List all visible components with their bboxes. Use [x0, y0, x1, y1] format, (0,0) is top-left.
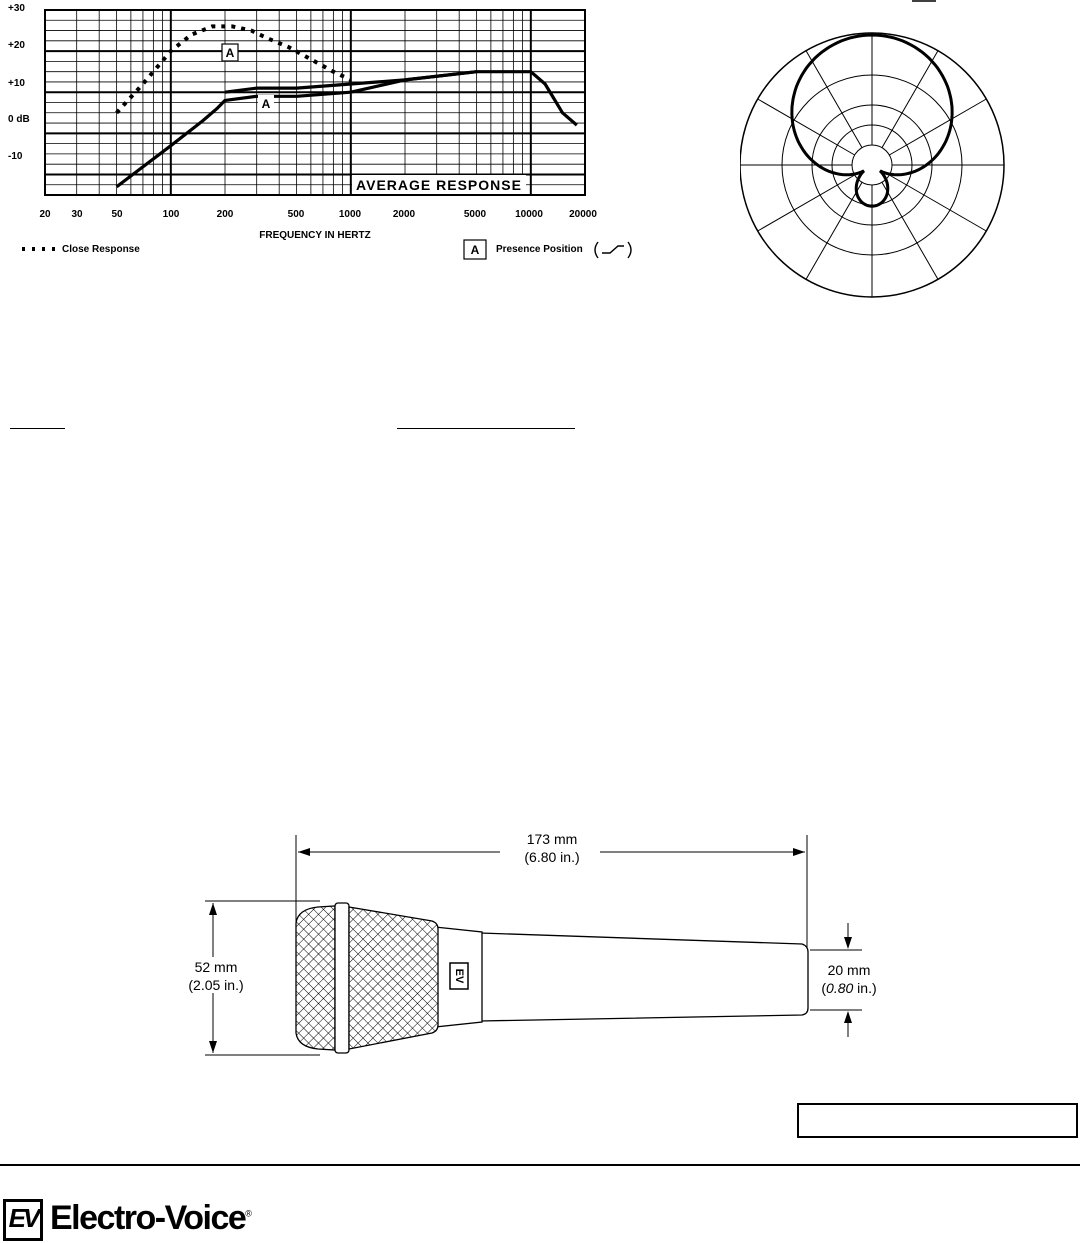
- section-heading-underline: [10, 428, 65, 429]
- tail-mm: 20 mm: [827, 962, 871, 978]
- tail-in: (0.80 in.): [821, 980, 877, 996]
- y-tick-label: +20: [8, 40, 25, 51]
- x-tick-labels: [39, 209, 597, 220]
- microphone-outline: [296, 903, 808, 1053]
- x-tick-label: 100: [162, 209, 180, 220]
- polar-pattern-chart: [740, 0, 1020, 300]
- x-tick-label: 200: [216, 209, 234, 220]
- x-tick-label: 500: [287, 209, 305, 220]
- polar-spoke: [806, 51, 862, 148]
- curve-marker-lower: A: [261, 97, 271, 111]
- presence-switch-icon: [595, 242, 631, 258]
- chart-title: AVERAGE RESPONSE: [356, 177, 522, 193]
- footer-rule: [0, 1164, 1080, 1166]
- ev-badge-icon: [450, 963, 468, 989]
- polar-grid: [740, 33, 1004, 297]
- x-tick-label: 2000: [392, 209, 416, 220]
- legend-close-response: Close Response: [62, 244, 140, 255]
- polar-spoke: [889, 99, 986, 155]
- x-tick-label: 20000: [569, 209, 597, 220]
- y-tick-label: 0 dB: [8, 114, 30, 125]
- x-axis-label: FREQUENCY IN HERTZ: [259, 230, 371, 241]
- polar-spoke: [882, 51, 938, 148]
- polar-spoke: [882, 182, 938, 279]
- polar-spoke: [758, 99, 855, 155]
- frequency-response-chart: [0, 0, 650, 270]
- section-heading-underline: [397, 428, 575, 429]
- x-tick-label: 1000: [338, 209, 362, 220]
- x-tick-label: 50: [111, 209, 123, 220]
- y-tick-label: +30: [8, 3, 25, 14]
- head-in: (2.05 in.): [188, 977, 244, 993]
- legend-presence-position: Presence Position: [496, 244, 583, 255]
- x-tick-label: 20: [39, 209, 51, 220]
- dimension-drawing: [170, 815, 930, 1065]
- electro-voice-logo-mark: [3, 1199, 43, 1241]
- chart-legend: [22, 240, 631, 259]
- polar-spoke: [758, 175, 855, 231]
- length-in: (6.80 in.): [524, 849, 580, 865]
- curve-marker-upper: A: [225, 46, 235, 60]
- y-tick-labels: [8, 3, 30, 162]
- polar-spoke: [889, 175, 986, 231]
- brand-name: Electro-Voice: [50, 1199, 246, 1237]
- polar-spoke: [806, 182, 862, 279]
- x-tick-label: 10000: [515, 209, 543, 220]
- note-box: [797, 1103, 1078, 1138]
- y-tick-label: +10: [8, 78, 25, 89]
- legend-presence-marker: A: [470, 243, 480, 257]
- x-tick-label: 30: [71, 209, 83, 220]
- head-mm: 52 mm: [194, 959, 238, 975]
- length-mm: 173 mm: [526, 831, 578, 847]
- x-tick-label: 5000: [463, 209, 487, 220]
- close-response-swatch: [22, 247, 55, 251]
- logo-mark-text: EV: [8, 1203, 38, 1233]
- svg-text:EV: EV: [453, 968, 466, 984]
- electro-voice-wordmark: [50, 1199, 252, 1238]
- registered-mark: ®: [245, 1208, 252, 1219]
- y-tick-label: -10: [8, 151, 23, 162]
